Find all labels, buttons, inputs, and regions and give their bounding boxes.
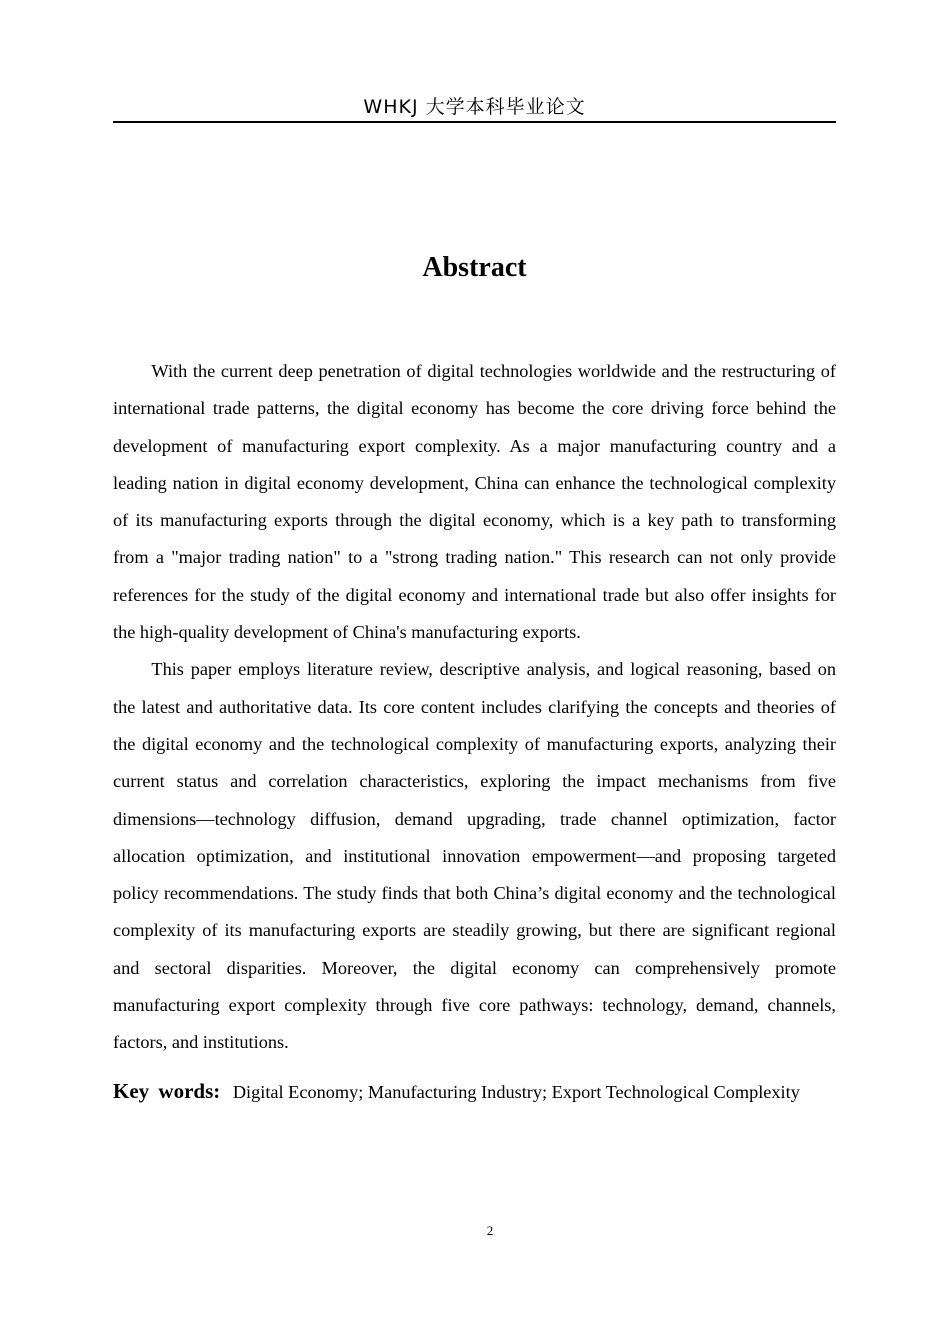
page-number: 2 — [486, 1223, 494, 1238]
keywords-label: Key words: — [113, 1079, 221, 1103]
abstract-body — [113, 353, 836, 1062]
abstract-title: Abstract — [422, 252, 527, 283]
keywords-line — [113, 1073, 853, 1111]
running-header: WHKJ 大学本科毕业论文 — [363, 96, 586, 118]
header-divider — [113, 121, 836, 123]
abstract-paragraph-1: With the current deep penetration of digital technologies worldwide and the restructuring of international trade patterns, the digital economy has become the core driving force behind the development of manufacturing export complexity. As a major manufacturing country and a leading nation in digital economy development, China can enhance the technological complexity of its manufacturing exports through the digital economy, which is a key path to transforming from a "major trading nation" to a "strong trading nation." This research can not only provide references for the study of the digital economy and international trade but also offer insights for the high-quality development of China's manufacturing exports. — [113, 361, 836, 643]
abstract-paragraph-2: This paper employs literature review, descriptive analysis, and logical reasoning, based on the latest and authoritative data. Its core content includes clarifying the concepts and theories of the digital economy and the technological complexity of manufacturing exports, analyzing their current status and correlation characteristics, exploring the impact mechanisms from five dimensions—technology diffusion, demand upgrading, trade channel optimization, factor allocation optimization, and institutional innovation empowerment—and proposing targeted policy recommendations. The study finds that both China’s digital economy and the technological complexity of its manufacturing exports are steadily growing, but there are significant regional and sectoral disparities. Moreover, the digital economy can comprehensively promote manufacturing export complexity through five core pathways: technology, demand, channels, factors, and institutions. — [113, 659, 836, 1053]
keywords-value: Digital Economy; Manufacturing Industry; Export Technological Complexity — [232, 1082, 800, 1102]
